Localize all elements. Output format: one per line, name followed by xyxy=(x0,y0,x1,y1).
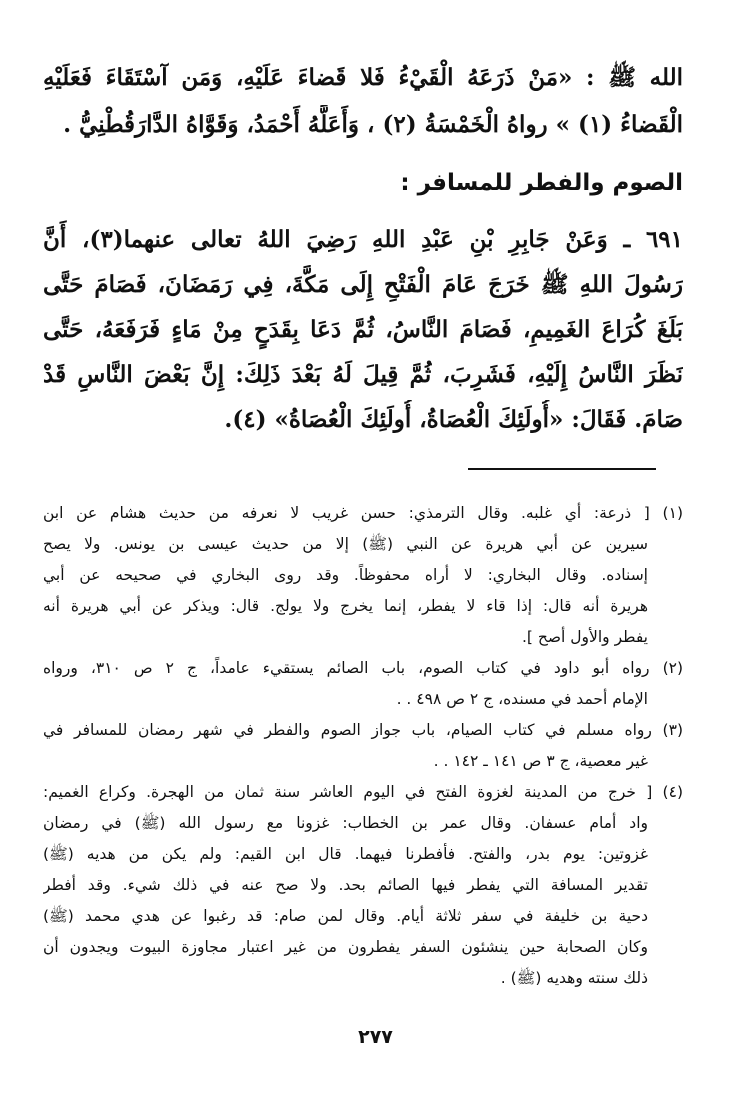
footnote-text: [ خرج من المدينة لغزوة الفتح في اليوم العاشر سنة ثمان من الهجرة. وكراع الغميم: xyxy=(43,783,653,801)
footnote-line: تقدير المسافة التي يفطر فيها الصائم بحد. ولا صح عنه في ذلك شيء. وقد أفطر xyxy=(43,876,648,894)
hadith-line: صَامَ. فَقَالَ: «أُولَئِكَ الْعُصَاةُ، أُولَئِكَ الْعُصَاةُ» (٤). xyxy=(224,406,683,433)
footnote-text: [ ذرعة: أي غلبه. وقال الترمذي: حسن غريب لا نعرفه من حديث هشام عن ابن xyxy=(43,504,650,522)
main-text-line: الْقَضاءُ (١) » رواهُ الْخَمْسَةُ (٢) ، وَأَعَلَّهُ أَحْمَدُ، وَقَوَّاهُ الدَّارَقُطْنِيُّ . xyxy=(63,111,683,138)
footnote-text: رواه أبو داود في كتاب الصوم، باب الصائم يستقيء عامداً، ج ٢ ص ٣١٠، ورواه xyxy=(43,659,650,677)
footnote-marker: (٤) xyxy=(662,783,683,801)
footnote-line: ذلك سنته وهديه (ﷺ) . xyxy=(500,969,648,987)
footnote-marker: (١) xyxy=(662,504,683,522)
footnote-marker: (٣) xyxy=(662,721,683,739)
footnote-line: واد أمام عسفان. وقال عمر بن الخطاب: غزونا مع رسول الله (ﷺ) في رمضان xyxy=(43,814,648,832)
footnote-3 xyxy=(43,715,683,746)
footnote-line: سيرين عن أبي هريرة عن النبي (ﷺ) إلا من حديث عيسى بن يونس. ولا يصح xyxy=(43,535,648,553)
footnote-4 xyxy=(43,777,683,808)
footnote-line: إسناده. وقال البخاري: لا أراه محفوظاً. وقد روى البخاري في صحيحه عن أبي xyxy=(43,566,648,584)
hadith-line: نَظَرَ النَّاسُ إِلَيْهِ، فَشَرِبَ، ثُمَّ قِيلَ لَهُ بَعْدَ ذَلِكَ: إِنَّ بَعْضَ النَّاسِ قَدْ xyxy=(43,361,683,388)
hadith-line: رَسُولَ اللهِ ﷺ خَرَجَ عَامَ الْفَتْحِ إِلَى مَكَّةَ، فِي رَمَضَانَ، فَصَامَ حَتَّى xyxy=(43,271,683,298)
hadith-line: ٦٩١ ـ وَعَنْ جَابِرِ بْنِ عَبْدِ اللهِ رَضِيَ اللهُ تعالى عنهما(٣)، أَنَّ xyxy=(43,226,683,253)
footnote-line: غزوتين: يوم بدر، والفتح. فأفطرنا فيهما. قال ابن القيم: ولم يكن من هديه (ﷺ) xyxy=(43,845,648,863)
hadith-line: بَلَغَ كُرَاعَ الغَمِيمِ، فَصَامَ النَّاسُ، ثُمَّ دَعَا بِقَدَحٍ مِنْ مَاءٍ فَرَفَعَهُ، حَتَّى xyxy=(43,316,683,343)
footnote-marker: (٢) xyxy=(662,659,683,677)
footnote-line: دحية بن خليفة في سفر ثلاثة أيام. وقال لمن صام: قد رغبوا عن هدي محمد (ﷺ) xyxy=(43,907,648,925)
footnote-text: رواه مسلم في كتاب الصيام، باب جواز الصوم والفطر في شهر رمضان للمسافر في xyxy=(43,721,652,739)
main-text-line: الله ﷺ : «مَنْ ذَرَعَهُ الْقَيْءُ فَلا قَضاءَ عَلَيْهِ، وَمَن آسْتَقَاءَ فَعَلَيْهِ xyxy=(43,64,683,91)
footnote-line: هريرة أنه قال: إذا قاء لا يفطر، إنما يخرج ولا يولج. قال: ويذكر عن أبي هريرة أنه xyxy=(43,597,648,615)
footnote-line: يفطر والأول أصح ]. xyxy=(521,628,648,646)
footnote-separator xyxy=(468,468,656,470)
footnote-line: وكان الصحابة حين ينشئون السفر يفطرون من غير اعتبار مجاوزة البيوت ويجدون أن xyxy=(43,938,648,956)
footnote-1 xyxy=(43,498,683,529)
footnote-line: الإمام أحمد في مسنده، ج ٢ ص ٤٩٨ . . xyxy=(396,690,648,708)
footnote-2 xyxy=(43,653,683,684)
section-heading: الصوم والفطر للمسافر : xyxy=(400,170,683,196)
footnote-line: غير معصية، ج ٣ ص ١٤١ ـ ١٤٢ . . xyxy=(433,752,648,770)
page-number: ٢٧٧ xyxy=(358,1026,393,1048)
